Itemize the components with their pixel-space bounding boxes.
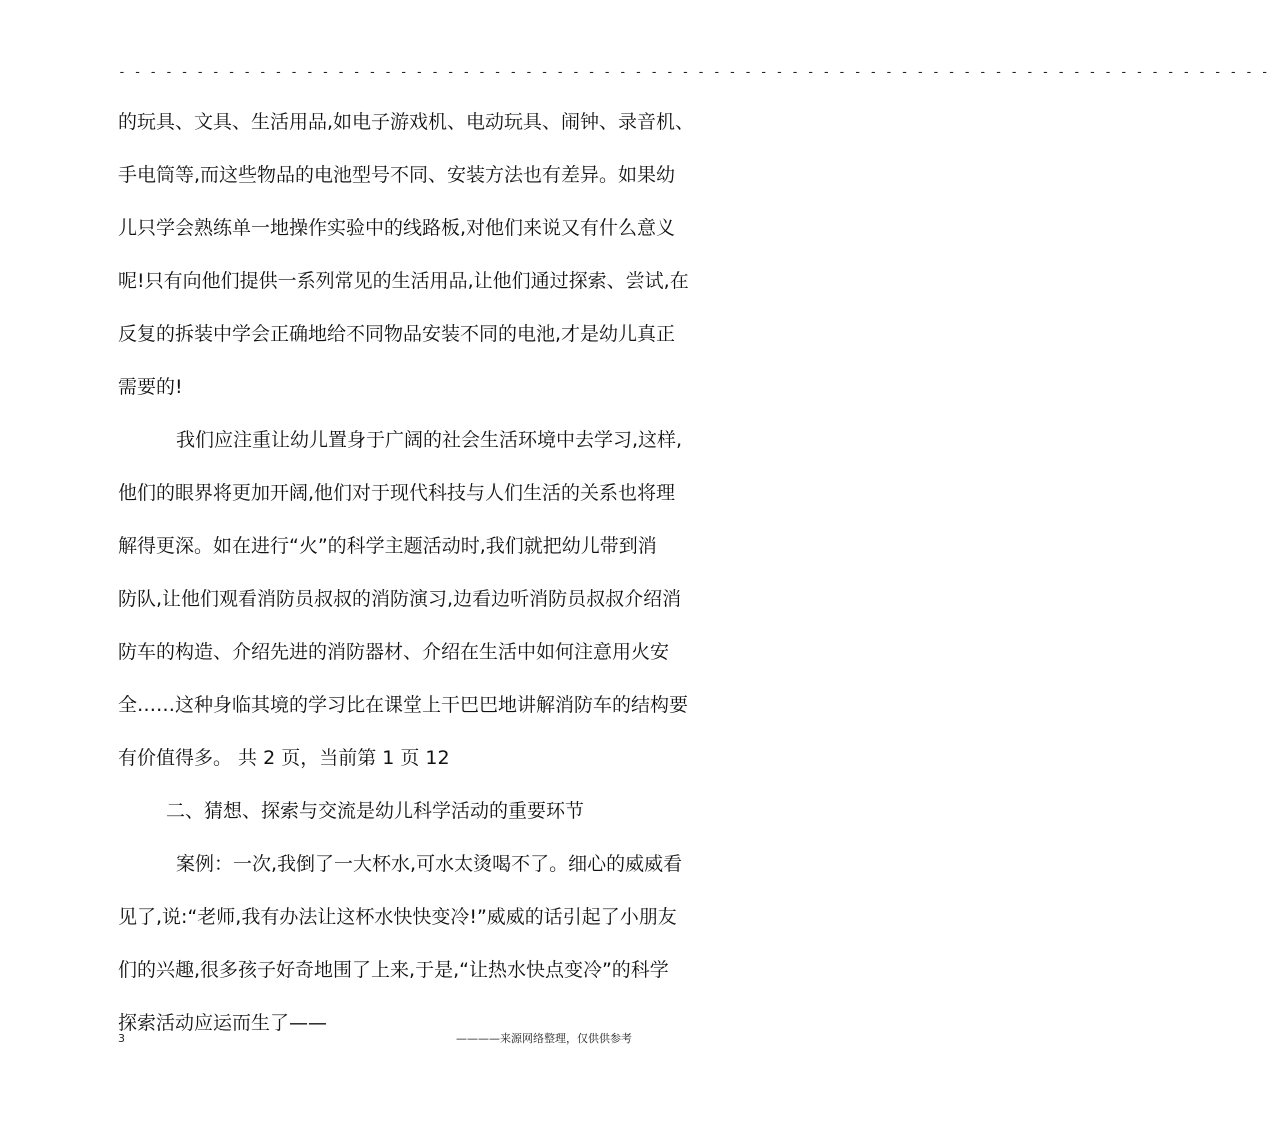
document-body — [118, 96, 695, 1050]
paragraph-1-line-5: 反复的拆装中学会正确地给不同物品安装不同的电池,才是幼儿真正 — [118, 323, 676, 345]
paragraph-1-line-4: 呢!只有向他们提供一系列常见的生活用品,让他们通过探索、尝试,在 — [118, 270, 689, 292]
paragraph-3-line-1: 案例：一次,我倒了一大杯水,可水太烫喝不了。细心的威威看 — [176, 853, 683, 875]
paragraph-2-line-2: 他们的眼界将更加开阔,他们对于现代科技与人们生活的关系也将理 — [118, 482, 676, 504]
paragraph-1-line-3: 儿只学会熟练单一地操作实验中的线路板,对他们来说又有什么意义 — [118, 217, 676, 239]
paragraph-2-line-3: 解得更深。如在进行“火”的科学主题活动时,我们就把幼儿带到消 — [118, 535, 657, 557]
header-dashed-rule: - - - - - - - - - - - - - - - - - - - - - - - - - - - - - - - - - - - - - - - - - - - - - - - - - - - - - - - - - - - - - - - - - - - - - - - - - - — [118, 65, 1269, 80]
source-note: ————来源网络整理，仅供供参考 — [456, 1032, 632, 1045]
paragraph-2-line-7: 有价值得多。 共 2 页，当前第 1 页 12 — [118, 747, 450, 769]
paragraph-1-line-6: 需要的! — [118, 376, 183, 398]
page-number: 3 — [118, 1032, 125, 1045]
section-heading: 二、猜想、探索与交流是幼儿科学活动的重要环节 — [166, 800, 585, 822]
paragraph-2-line-4: 防队,让他们观看消防员叔叔的消防演习,边看边听消防员叔叔介绍消 — [118, 588, 682, 610]
paragraph-3-line-4: 探索活动应运而生了—— — [118, 1012, 328, 1034]
paragraph-3-line-3: 们的兴趣,很多孩子好奇地围了上来,于是,“让热水快点变冷”的科学 — [118, 959, 669, 981]
paragraph-3-line-2: 见了,说:“老师,我有办法让这杯水快快变冷!”威威的话引起了小朋友 — [118, 906, 677, 928]
paragraph-1-line-2: 手电筒等,而这些物品的电池型号不同、安装方法也有差异。如果幼 — [118, 164, 676, 186]
paragraph-2-line-6: 全……这种身临其境的学习比在课堂上干巴巴地讲解消防车的结构要 — [118, 694, 689, 716]
paragraph-2-line-5: 防车的构造、介绍先进的消防器材、介绍在生活中如何注意用火安 — [118, 641, 670, 663]
paragraph-1-line-1: 的玩具、文具、生活用品,如电子游戏机、电动玩具、闹钟、录音机、 — [118, 111, 695, 133]
page-footer — [118, 1030, 678, 1048]
paragraph-2-line-1: 我们应注重让幼儿置身于广阔的社会生活环境中去学习,这样, — [176, 429, 683, 451]
